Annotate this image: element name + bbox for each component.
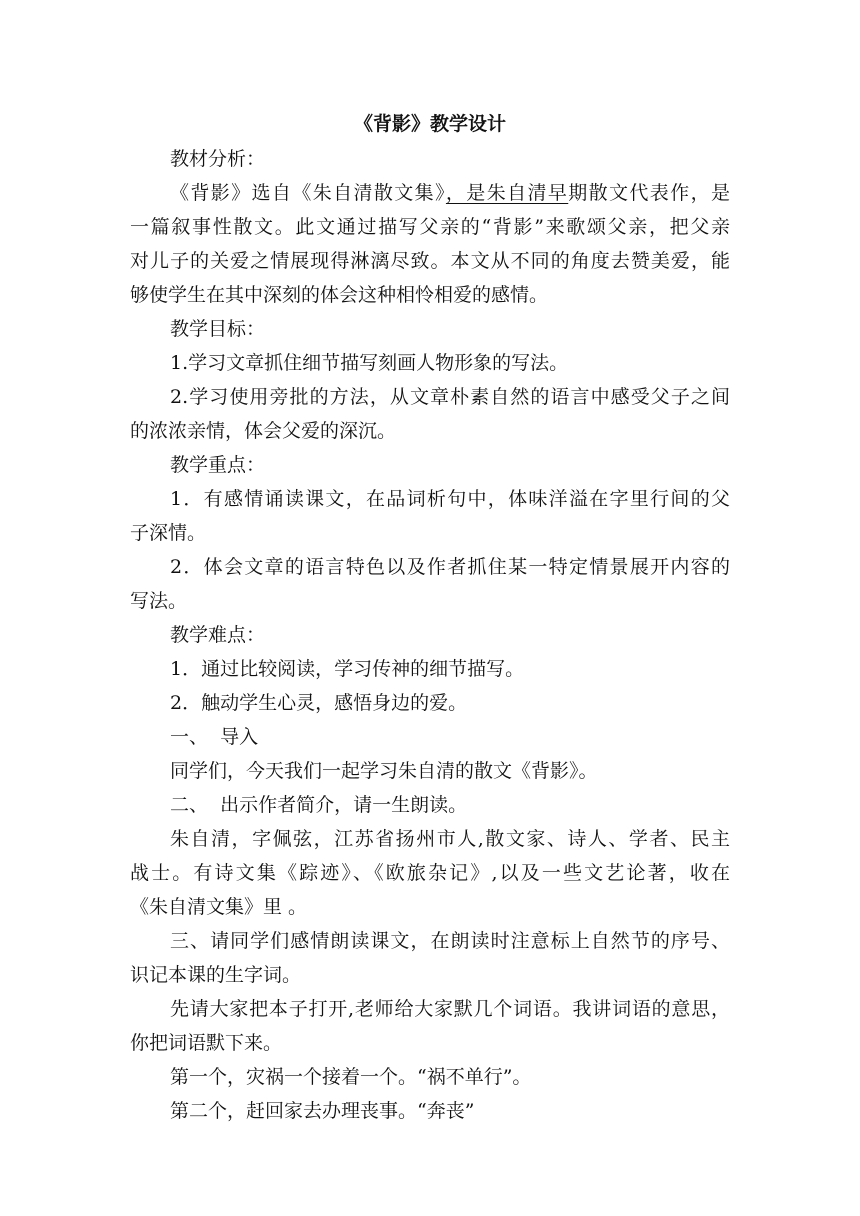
list-item: 2．体会文章的语言特色以及作者抓住某一特定情景展开内容的 <box>170 556 730 578</box>
list-item: 1．通过比较阅读，学习传神的细节描写。 <box>170 658 525 680</box>
paragraph-line: 战士。有诗文集《踪迹》、《欧旅杂记》,以及一些文艺论著，收在 <box>130 862 730 884</box>
step-heading-reading: 三、请同学们感情朗读课文，在朗读时注意标上自然节的序号、 <box>170 930 730 952</box>
step-heading-author-intro: 二、 出示作者简介，请一生朗读。 <box>170 794 468 816</box>
paragraph-line: 够使学生在其中深刻的体会这种相怜相爱的感情。 <box>130 284 549 306</box>
paragraph-line: 一篇叙事性散文。此文通过描写父亲的“背影”来歌颂父亲，把父亲 <box>130 216 730 238</box>
section-heading-material-analysis: 教材分析： <box>170 148 266 170</box>
list-item: 2．触动学生心灵，感悟身边的爱。 <box>170 692 468 714</box>
section-heading-teaching-difficulties: 教学难点： <box>170 624 266 646</box>
document-page <box>130 106 730 1128</box>
text-run: 期散文代表作，是 <box>568 182 730 204</box>
section-heading-teaching-goals: 教学目标： <box>170 318 266 340</box>
step-heading-introduction: 一、 导入 <box>170 726 259 748</box>
paragraph-line: 第二个，赶回家去办理丧事。“奔丧” <box>170 1100 475 1122</box>
paragraph-line: 识记本课的生字词。 <box>130 964 302 986</box>
underlined-text-run: ，是朱自清早 <box>445 182 569 204</box>
section-heading-teaching-key-points: 教学重点： <box>170 454 266 476</box>
document-title: 《背影》教学设计 <box>353 113 506 135</box>
list-item-continuation: 写法。 <box>130 590 188 612</box>
paragraph-line: 第一个，灾祸一个接着一个。“祸不单行”。 <box>170 1066 532 1088</box>
list-item: 1．有感情诵读课文，在品词析句中，体味洋溢在字里行间的父 <box>170 488 730 510</box>
paragraph-line <box>130 176 730 210</box>
text-run: 《背影》选自《朱自清散文集》 <box>170 182 446 204</box>
paragraph-line: 你把词语默下来。 <box>130 1032 283 1054</box>
paragraph-line: 对儿子的关爱之情展现得淋漓尽致。本文从不同的角度去赞美爱，能 <box>130 250 730 272</box>
list-item: 2.学习使用旁批的方法，从文章朴素自然的语言中感受父子之间 <box>170 386 730 408</box>
list-item: 1.学习文章抓住细节描写刻画人物形象的写法。 <box>170 352 569 374</box>
paragraph-line: 《朱自清文集》里 。 <box>130 896 308 918</box>
paragraph-line: 朱自清，字佩弦，江苏省扬州市人,散文家、诗人、学者、民主 <box>170 828 730 850</box>
list-item-continuation: 的浓浓亲情，体会父爱的深沉。 <box>130 420 397 442</box>
paragraph-line: 同学们，今天我们一起学习朱自清的散文《背影》。 <box>170 760 598 782</box>
paragraph-line: 先请大家把本子打开,老师给大家默几个词语。我讲词语的意思， <box>170 998 730 1020</box>
list-item-continuation: 子深情。 <box>130 522 207 544</box>
